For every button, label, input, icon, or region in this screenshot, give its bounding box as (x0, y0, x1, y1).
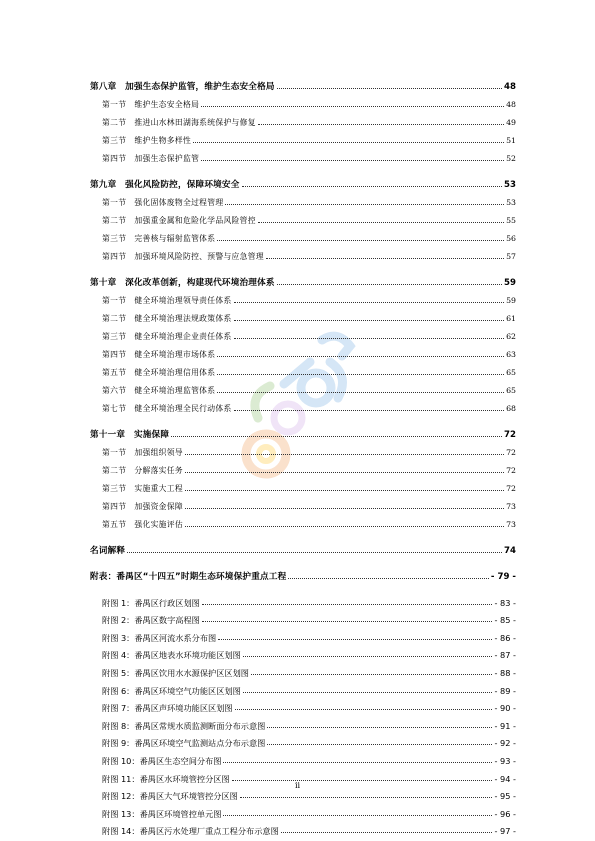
toc-chapter-11[interactable] (90, 422, 516, 440)
toc-entry-label: 第一节 加强组织领导 (102, 448, 183, 457)
dot-leader (234, 337, 505, 339)
toc-entry-label: 附表：番禺区“十四五”时期生态环境保护重点工程 (90, 572, 287, 582)
toc-figure[interactable] (90, 696, 516, 714)
toc-entry-label: 第七节 健全环境治理全民行动体系 (102, 404, 232, 413)
toc-entry-label: 第三节 健全环境治理企业责任体系 (102, 332, 232, 341)
toc-entry-label: 第三节 完善核与辐射监管体系 (102, 234, 216, 243)
dot-leader (234, 301, 505, 303)
toc-entry-label: 第二节 加强重金属和危险化学品风险管控 (102, 216, 256, 225)
toc-section[interactable] (90, 396, 516, 414)
dot-leader (243, 691, 493, 693)
toc-page-number: - 97 - (494, 826, 516, 837)
toc-section[interactable] (90, 288, 516, 306)
toc-page-number: 59 (506, 296, 516, 305)
toc-section[interactable] (90, 306, 516, 324)
toc-entry-label: 第十一章 实施保障 (90, 430, 170, 440)
toc-page-number: 74 (504, 546, 516, 556)
dot-leader (193, 141, 504, 143)
toc-page-number: 73 (506, 520, 516, 529)
toc-entry-label: 第十章 深化改革创新，构建现代环境治理体系 (90, 278, 275, 288)
dot-leader (251, 673, 492, 675)
dot-leader (267, 743, 492, 745)
toc-page-number: - 87 - (494, 650, 516, 661)
dot-leader (243, 655, 493, 657)
toc-entry-label: 附图 14：番禺区污水处理厂重点工程分布示意图 (102, 826, 279, 837)
toc-figure[interactable] (90, 643, 516, 661)
dot-leader (217, 373, 504, 375)
toc-page-number: 52 (506, 154, 516, 163)
toc-entry-label: 第四节 加强生态保护监管 (102, 154, 200, 163)
dot-leader (217, 239, 504, 241)
toc-chapter-9[interactable] (90, 172, 516, 190)
toc-page-number: 56 (506, 234, 516, 243)
toc-section[interactable] (90, 342, 516, 360)
toc-page-number: - 89 - (494, 685, 516, 696)
toc-page-number: - 90 - (494, 703, 516, 714)
toc-section[interactable] (90, 360, 516, 378)
toc-page-number: 72 (506, 466, 516, 475)
dot-leader (202, 620, 493, 622)
dot-leader (258, 221, 504, 223)
toc-entry-label: 名词解释 (90, 546, 126, 556)
dot-leader (127, 551, 502, 553)
toc-entry-label: 第六节 健全环境治理监管体系 (102, 386, 216, 395)
toc-entry-label: 第三节 维护生物多样性 (102, 136, 192, 145)
dot-leader (234, 319, 505, 321)
toc-entry-label: 第一节 健全环境治理领导责任体系 (102, 296, 232, 305)
dot-leader (217, 391, 504, 393)
dot-leader (185, 525, 504, 527)
toc-page-number: - 96 - (494, 808, 516, 819)
toc-entry-label: 附图 5：番禺区饮用水水源保护区区划图 (102, 667, 249, 678)
table-of-contents (90, 74, 516, 836)
dot-leader (288, 577, 489, 579)
toc-figure[interactable] (90, 731, 516, 749)
page-number: ii (294, 781, 301, 790)
toc-entry-label: 附图 9：番禺区环境空气监测站点分布示意图 (102, 738, 266, 749)
dot-leader (266, 257, 504, 259)
dot-leader (223, 761, 492, 763)
toc-page-number: 55 (506, 216, 516, 225)
toc-page-number: - 83 - (494, 597, 516, 608)
dot-leader (185, 489, 504, 491)
dot-leader (258, 123, 504, 125)
dot-leader (235, 708, 493, 710)
toc-figure[interactable] (90, 660, 516, 678)
toc-entry-label: 第四节 健全环境治理市场体系 (102, 350, 216, 359)
toc-page-number: - 93 - (494, 755, 516, 766)
toc-entry-label: 附图 6：番禺区环境空气功能区区划图 (102, 685, 241, 696)
toc-entry-label: 第一节 强化固体废物全过程管理 (102, 198, 224, 207)
dot-leader (185, 507, 504, 509)
toc-page-number: 53 (506, 198, 516, 207)
toc-section[interactable] (90, 324, 516, 342)
toc-figure[interactable] (90, 801, 516, 819)
toc-figure[interactable] (90, 590, 516, 608)
toc-entry-label: 附图 7：番禺区声环境功能区区划图 (102, 703, 233, 714)
toc-section[interactable] (90, 226, 516, 244)
dot-leader (277, 87, 502, 89)
toc-figure[interactable] (90, 819, 516, 837)
toc-entry-label: 第三节 实施重大工程 (102, 484, 183, 493)
toc-section[interactable] (90, 190, 516, 208)
toc-entry-label: 第八章 加强生态保护监管，维护生态安全格局 (90, 82, 275, 92)
toc-chapter-10[interactable] (90, 270, 516, 288)
toc-entry-label: 附图 4：番禺区地表水环境功能区划图 (102, 650, 241, 661)
toc-page-number: 72 (506, 448, 516, 457)
toc-glossary[interactable] (90, 538, 516, 556)
toc-entry-label: 附图 1：番禺区行政区划图 (102, 597, 200, 608)
dot-leader (277, 283, 502, 285)
dot-leader (240, 796, 493, 798)
toc-entry-label: 附图 11：番禺区水环境管控分区图 (102, 773, 230, 784)
toc-page-number: 72 (506, 484, 516, 493)
toc-page-number: 65 (506, 368, 516, 377)
toc-page-number: 48 (504, 82, 516, 92)
toc-page-number: 61 (506, 314, 516, 323)
toc-section[interactable] (90, 208, 516, 226)
dot-leader (201, 105, 504, 107)
toc-page-number: 68 (506, 404, 516, 413)
toc-entry-label: 第九章 强化风险防控，保障环境安全 (90, 180, 240, 190)
toc-section[interactable] (90, 378, 516, 396)
toc-page-number: 62 (506, 332, 516, 341)
toc-chapter-8[interactable] (90, 74, 516, 92)
toc-entry-label: 第五节 强化实施评估 (102, 520, 183, 529)
toc-page-number: 73 (506, 502, 516, 511)
toc-page-number: 49 (506, 118, 516, 127)
toc-figure[interactable] (90, 608, 516, 626)
toc-section[interactable] (90, 440, 516, 458)
toc-entry-label: 附图 3：番禺区河流水系分布图 (102, 632, 217, 643)
toc-page-number: - 92 - (494, 738, 516, 749)
toc-entry-label: 附图 12：番禺区大气环境管控分区图 (102, 791, 238, 802)
dot-leader (267, 726, 492, 728)
dot-leader (225, 203, 504, 205)
toc-figure[interactable] (90, 625, 516, 643)
toc-page-number: - 94 - (494, 773, 516, 784)
toc-page-number: - 85 - (494, 615, 516, 626)
dot-leader (242, 185, 503, 187)
toc-figure[interactable] (90, 678, 516, 696)
toc-page-number: 63 (506, 350, 516, 359)
toc-section[interactable] (90, 458, 516, 476)
toc-entry-label: 第二节 健全环境治理法规政策体系 (102, 314, 232, 323)
toc-page-number: 59 (504, 278, 516, 288)
toc-section[interactable] (90, 146, 516, 164)
toc-entry-label: 附图 13：番禺区环境管控单元图 (102, 808, 222, 819)
toc-page-number: - 95 - (494, 791, 516, 802)
toc-page-number: - 88 - (494, 667, 516, 678)
toc-figure[interactable] (90, 713, 516, 731)
dot-leader (171, 435, 502, 437)
toc-entry-label: 第二节 分解落实任务 (102, 466, 183, 475)
toc-section[interactable] (90, 494, 516, 512)
toc-page-number: 53 (504, 180, 516, 190)
toc-entry-label: 附图 2：番禺区数字高程图 (102, 615, 200, 626)
toc-page-number: - 79 - (490, 572, 516, 582)
toc-entry-label: 附图 10：番禺区生态空间分布图 (102, 755, 222, 766)
toc-section[interactable] (90, 512, 516, 530)
toc-appendix-table[interactable] (90, 564, 516, 582)
dot-leader (202, 603, 493, 605)
toc-page-number: 51 (506, 136, 516, 145)
dot-leader (217, 355, 504, 357)
toc-page-number: 57 (506, 252, 516, 261)
toc-page-number: 72 (504, 430, 516, 440)
toc-entry-label: 附图 8：番禺区常规水质监测断面分布示意图 (102, 720, 266, 731)
toc-section[interactable] (90, 476, 516, 494)
toc-figure[interactable] (90, 748, 516, 766)
toc-section[interactable] (90, 110, 516, 128)
toc-section[interactable] (90, 128, 516, 146)
toc-entry-label: 第四节 加强资金保障 (102, 502, 183, 511)
toc-entry-label: 第二节 推进山水林田湖海系统保护与修复 (102, 118, 256, 127)
toc-entry-label: 第五节 健全环境治理信用体系 (102, 368, 216, 377)
toc-entry-label: 第四节 加强环境风险防控、预警与应急管理 (102, 252, 264, 261)
dot-leader (218, 638, 492, 640)
toc-page-number: - 86 - (494, 632, 516, 643)
toc-section[interactable] (90, 244, 516, 262)
dot-leader (281, 831, 493, 833)
toc-page-number: 48 (506, 100, 516, 109)
toc-page-number: 65 (506, 386, 516, 395)
dot-leader (201, 159, 504, 161)
dot-leader (223, 814, 492, 816)
dot-leader (185, 453, 504, 455)
toc-entry-label: 第一节 维护生态安全格局 (102, 100, 200, 109)
toc-page-number: - 91 - (494, 720, 516, 731)
dot-leader (185, 471, 504, 473)
dot-leader (234, 409, 505, 411)
toc-section[interactable] (90, 92, 516, 110)
